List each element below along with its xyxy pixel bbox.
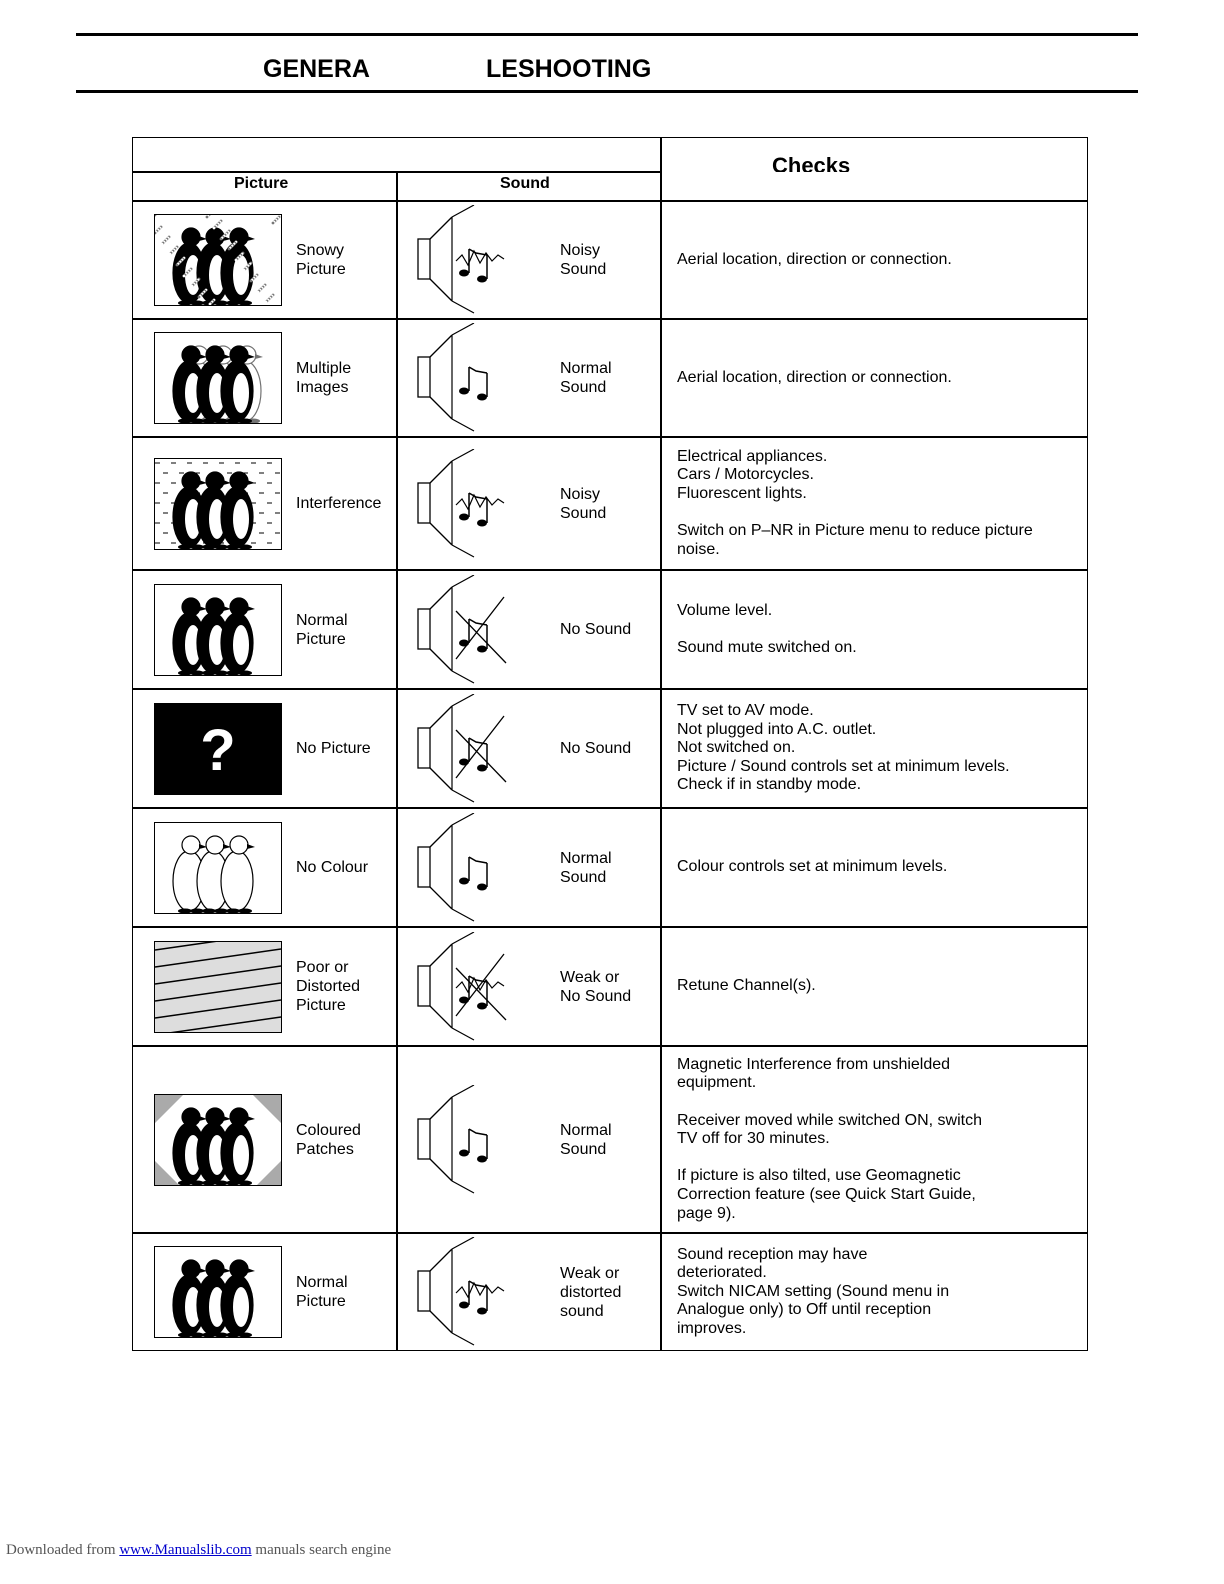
svg-text:?: ? [200,717,236,783]
checks-text: Colour controls set at minimum levels. [677,858,948,876]
picture-label: Multiple Images [296,360,352,396]
row-divider [132,569,1088,571]
picture-label: No Colour [296,859,369,876]
row-divider [132,1045,1088,1047]
row-divider [132,926,1088,928]
normal-sound-icon [412,1085,522,1195]
footer-prefix: Downloaded from [6,1542,116,1558]
table-row [132,689,1088,808]
sound-label: No Sound [560,740,632,757]
picture-label: Interference [296,495,382,512]
table-row [132,808,1088,927]
footer [6,1542,391,1559]
picture-label: Normal Picture [296,611,348,648]
page-title-right: LESHOOTING [486,55,652,83]
picture-label: Snowy Picture [296,242,346,278]
header-picture: Picture [234,175,289,192]
sound-label: Normal Sound [560,849,612,886]
checks-text: Sound reception may have deteriorated. Switch NICAM setting (Sound menu in Analogue only) to Off until reception improves. [677,1245,950,1337]
title-rule [76,90,1138,93]
row-divider [132,318,1088,320]
checks-text: Aerial location, direction or connection. [677,368,952,386]
row-divider [132,807,1088,809]
interference-penguins-icon [154,458,282,550]
page-title-left: GENERA [263,55,370,83]
multiple-images-penguins-icon [154,332,282,424]
header-sound: Sound [500,175,550,192]
normal-sound-icon [412,813,522,923]
sound-label: Normal Sound [560,360,612,396]
picture-label: Poor or Distorted Picture [296,959,361,1014]
noisy-sound-icon [412,449,522,559]
row-divider [132,1232,1088,1234]
footer-link[interactable]: www.Manualslib.com [119,1542,252,1558]
checks-text: Electrical appliances. Cars / Motorcycles. Fluorescent lights. Switch on P–NR in Picture menu to reduce picture noise. [677,447,1033,558]
distorted-picture-icon [154,941,282,1033]
sound-label: Noisy Sound [560,242,607,278]
table-row [132,927,1088,1046]
table-row [132,201,1088,319]
picture-label: Coloured Patches [296,1121,361,1158]
table-row [132,1233,1088,1351]
coloured-patches-penguins-icon [154,1094,282,1186]
checks-text: TV set to AV mode. Not plugged into A.C. outlet. Not switched on. Picture / Sound controls set at minimum levels. Check if in standby mode. [677,702,1010,794]
sound-label: Normal Sound [560,1121,612,1158]
no-picture-icon [154,703,282,795]
top-rule [76,33,1138,36]
noisy-sound-icon [412,1237,522,1347]
checks-text: Magnetic Interference from unshielded equipment. Receiver moved while switched ON, switch TV off for 30 minutes. If picture is also tilted, use Geomagnetic Correction feature (see Quick Start Guide, page 9). [677,1055,982,1222]
picture-label: Normal Picture [296,1274,348,1310]
footer-suffix: manuals search engine [255,1542,392,1558]
no-colour-penguins-icon [154,822,282,914]
sound-label: Noisy Sound [560,485,607,522]
sound-label: No Sound [560,621,632,638]
weak-sound-icon [412,932,522,1042]
snowy-penguins-icon [154,214,282,306]
checks-text: Aerial location, direction or connection. [677,250,952,268]
row-divider [132,436,1088,438]
normal-sound-icon [412,323,522,433]
table-row [132,437,1088,570]
normal-penguins-icon [154,584,282,676]
sound-label: Weak or No Sound [560,968,632,1005]
normal-penguins-icon [154,1246,282,1338]
row-divider [132,688,1088,690]
checks-text: Retune Channel(s). [677,977,816,995]
header-checks: Checks [772,153,851,172]
table-row [132,1046,1088,1233]
picture-label: No Picture [296,740,371,757]
noisy-sound-icon [412,205,522,315]
no-sound-icon [412,694,522,804]
table-row [132,570,1088,689]
checks-text: Volume level. Sound mute switched on. [677,601,857,656]
no-sound-icon [412,575,522,685]
sound-label: Weak or distorted sound [560,1264,622,1320]
table-row [132,319,1088,437]
